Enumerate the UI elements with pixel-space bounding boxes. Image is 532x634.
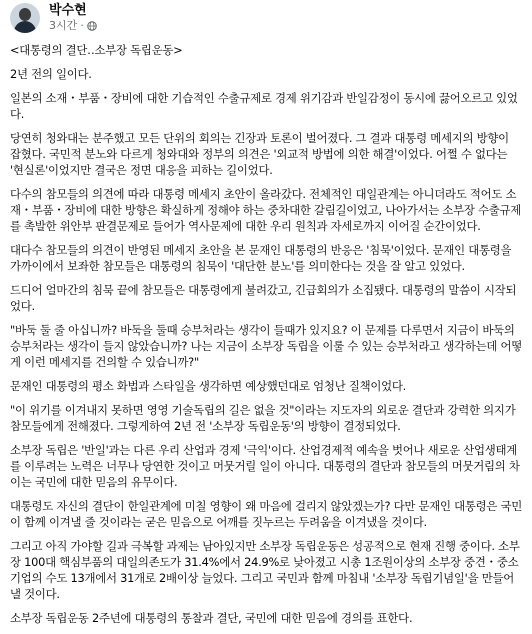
post-paragraph: 다수의 참모들의 의견에 따라 대통령 메세지 초안이 올라갔다. 전체적인 대일관계는 아니더라도 적어도 소재・부품・장비에 대한 방향은 확실하게 정해야 하는 중차대한 갈림길이었고, 나아가서는 소부장 수출규제를 촉발한 위안부 판결문제로 들어가 역사문제에 대한 우리 원칙과 자세로까지 이어질 순간이었다.: [10, 187, 522, 233]
separator-dot: ·: [80, 19, 84, 32]
avatar-body: [14, 21, 36, 33]
post-title: <대통령의 결단‥소부장 독립운동>: [10, 43, 183, 57]
globe-icon[interactable]: [87, 21, 97, 31]
post-paragraph: 일본의 소재・부품・장비에 대한 기습적인 수출규제로 경제 위기감과 반일감정이 동시에 끓어오르고 있었다.: [10, 91, 518, 121]
post-paragraph: "이 위기를 이겨내지 못하면 영영 기술독립의 길은 없을 것"이라는 지도자의 외로운 결단과 강력한 의지가 참모들에게 전해졌다. 그렇게하여 2년 전 '소부장 독립운동'의 방향이 결정되었다.: [10, 403, 516, 433]
post-meta: [49, 3, 97, 33]
post-paragraph: 그리고 아직 가야할 길과 극복할 과제는 남아있지만 소부장 독립운동은 성공적으로 현재 진행 중이다. 소부장 100대 핵심부품의 대일의존도가 31.4%에서 24.9%로 낮아졌고 시총 1조원이상의 소부장 중견・중소기업의 수도 13개에서 31개로 2배이상 늘었다. 그리고 국민과 함께 마침내 '소부장 독립기념일'을 만들어 낼 것이다.: [10, 539, 520, 601]
post-paragraph: 드디어 얼마간의 침묵 끝에 참모들은 대통령에게 불려갔고, 긴급회의가 소집됐다. 대통령의 말씀이 시작되었다.: [10, 283, 517, 313]
post-paragraph: 소부장 독립운동 2주년에 대통령의 통찰과 결단, 국민에 대한 믿음에 경의를 표한다.: [10, 611, 413, 625]
post-paragraph: 대다수 참모들의 의견이 반영된 메세지 초안을 본 문재인 대통령의 반응은 '침묵'이었다. 문재인 대통령을 가까이에서 보좌한 참모들은 대통령의 침묵이 '대단한 분노'를 의미한다는 것을 잘 알고 있었다.: [10, 243, 512, 273]
post-header: [10, 1, 97, 35]
post-paragraph: 소부장 독립은 '반일'과는 다른 우리 산업과 경제 '극익'이다. 산업경제적 예속을 벗어나 새로운 산업생태계를 이루려는 노력은 너무나 당연한 것이고 머뭇거릴 일이 아니다. 대통령의 결단과 참모들의 머뭇거림의 차이는 국민에 대한 믿음의 유무이다.: [10, 443, 520, 489]
post-timestamp[interactable]: 3시간: [49, 19, 78, 32]
post-paragraph: 대통령도 자신의 결단이 한일관계에 미칠 영향이 왜 마음에 걸리지 않았겠는가? 다만 문재인 대통령은 국민이 함께 이겨낼 줄 것이라는 굳은 믿음으로 어깨를 짓누르는 두려움을 이겨냈을 것이다.: [10, 499, 523, 529]
author-name[interactable]: 박수현: [49, 3, 87, 18]
post-paragraph: 당연히 청와대는 분주했고 모든 단위의 회의는 긴장과 토론이 벌어졌다. 그 결과 대통령 메세지의 방향이 잡혔다. 국민적 분노와 다르게 청와대와 정부의 의견은 '외교적 방법에 의한 해결'이었다. 어쩔 수 없다는 '현실론'이었지만 결국은 정면 대응을 피하는 길이었다.: [10, 131, 509, 177]
post-body: [10, 42, 522, 634]
avatar[interactable]: [10, 3, 40, 33]
post-paragraph: 문재인 대통령의 평소 화법과 스타일을 생각하면 예상했던대로 엄청난 질책이었다.: [10, 379, 406, 393]
post-paragraph: 2년 전의 일이다.: [10, 67, 92, 81]
avatar-head: [19, 8, 31, 21]
post-quote: "바둑 둘 줄 아십니까? 바둑을 둘때 승부처라는 생각이 들때가 있지요? 이 문제를 다루면서 지금이 바둑의 승부처라는 생각이 들지 않았습니까? 나는 지금이 소부장 독립을 이룰 수 있는 승부처라고 생각하는데 어떻게 이런 메세지를 건의할 수 있습니까?": [10, 323, 523, 369]
post-time-row: [49, 19, 97, 33]
